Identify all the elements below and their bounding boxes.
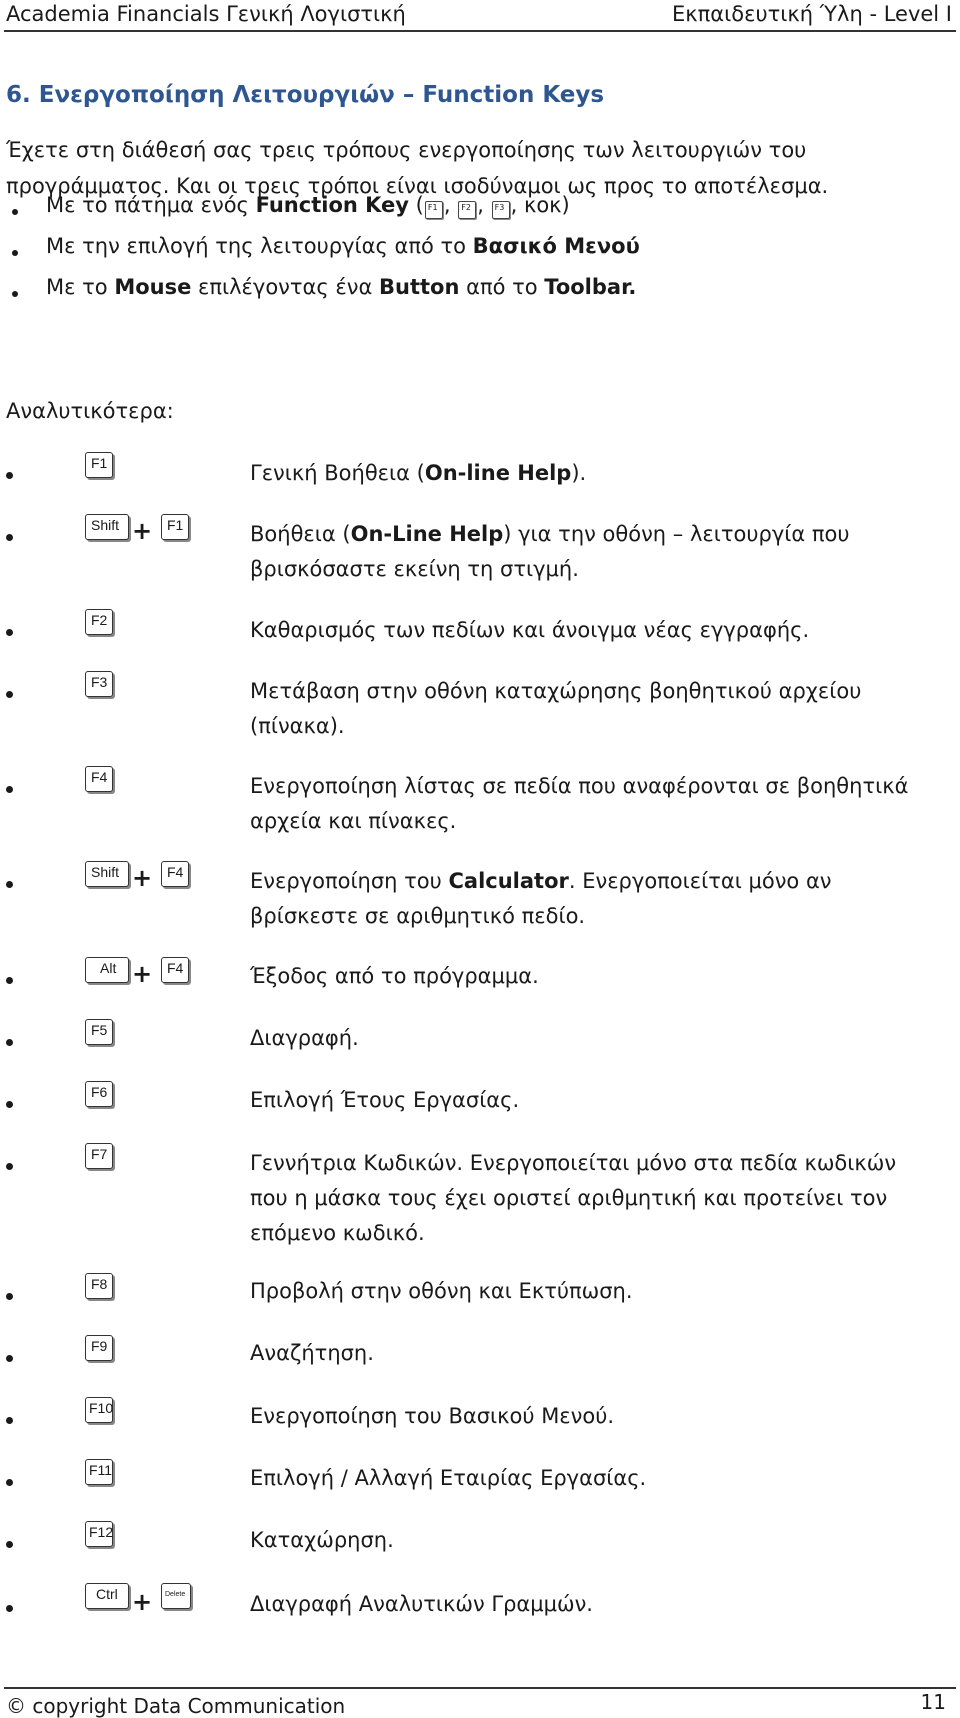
comma: , <box>477 193 484 217</box>
header-divider <box>4 30 956 32</box>
f2-key-icon: F2 <box>85 609 113 635</box>
bullet-icon <box>6 1163 13 1170</box>
method-bold: Function Key <box>255 193 409 217</box>
bullet-icon <box>6 786 13 793</box>
footer-divider <box>4 1687 956 1689</box>
f3-key-icon: F3 <box>85 671 113 697</box>
bullet-icon <box>6 1101 13 1108</box>
subheading: Αναλυτικότερα: <box>6 399 174 423</box>
f11-key-icon: F11 <box>85 1459 113 1485</box>
plus-sign: + <box>132 1588 153 1616</box>
method-text: , κοκ) <box>510 193 570 217</box>
key-description: Καταχώρηση. <box>250 1528 394 1552</box>
shift-key-icon: Shift <box>85 514 129 540</box>
method-function-key <box>46 193 570 219</box>
desc-bold: On-Line Help <box>350 522 504 546</box>
method-bold: Button <box>379 275 460 299</box>
key-description: Επιλογή Έτους Εργασίας. <box>250 1088 520 1112</box>
page-header <box>0 0 960 30</box>
key-description: Προβολή στην οθόνη και Εκτύπωση. <box>250 1279 633 1303</box>
header-title: Academia Financials Γενική Λογιστική <box>6 2 406 26</box>
key-description <box>250 864 930 934</box>
key-description <box>250 517 930 587</box>
bullet-icon <box>6 1417 13 1424</box>
key-description: Ενεργοποίηση του Βασικού Μενού. <box>250 1404 615 1428</box>
key-description: Διαγραφή Αναλυτικών Γραμμών. <box>250 1592 593 1616</box>
bullet-icon <box>6 534 13 541</box>
method-bold: Βασικό Μενού <box>472 234 640 258</box>
bullet-icon <box>6 1355 13 1362</box>
plus-sign: + <box>132 960 153 988</box>
intro-paragraph: Έχετε στη διάθεσή σας τρεις τρόπους ενεργοποίησης των λειτουργιών του προγράμματος. Και οι τρεις τρόποι είναι ισοδύναμοι ως προς το αποτέλεσμα. <box>6 138 829 198</box>
bullet-icon <box>6 977 13 984</box>
key-description: Καθαρισμός των πεδίων και άνοιγμα νέας εγγραφής. <box>250 618 810 642</box>
shift-key-icon: Shift <box>85 861 129 887</box>
method-mouse <box>46 275 636 299</box>
key-description: Αναζήτηση. <box>250 1341 374 1365</box>
key-description: Διαγραφή. <box>250 1026 359 1050</box>
method-text: Με το <box>46 275 115 299</box>
method-text: Με το πάτημα ενός <box>46 193 256 217</box>
comma: , <box>443 193 451 217</box>
method-text: Με την επιλογή της λειτουργίας από το <box>46 234 473 258</box>
f6-key-icon: F6 <box>85 1081 113 1107</box>
plus-sign: + <box>132 517 153 545</box>
f4-key-icon: F4 <box>161 957 189 983</box>
bullet-icon <box>6 472 13 479</box>
method-menu <box>46 234 640 258</box>
f9-key-icon: F9 <box>85 1335 113 1361</box>
desc-bold: On-line Help <box>424 461 572 485</box>
alt-key-icon: Alt <box>85 957 129 983</box>
bullet-icon <box>6 1293 13 1300</box>
desc-text: ) για την οθόνη – λειτουργία που βρισκόσαστε εκείνη τη στιγμή. <box>250 522 850 581</box>
bullet-icon <box>12 209 18 215</box>
key-description: Ενεργοποίηση λίστας σε πεδία που αναφέρονται σε βοηθητικά αρχεία και πίνακες. <box>250 774 909 833</box>
bullet-icon <box>6 629 13 636</box>
key-description: Μετάβαση στην οθόνη καταχώρησης βοηθητικού αρχείου (πίνακα). <box>250 679 862 738</box>
f3-key-icon: F3 <box>492 201 510 219</box>
bullet-icon <box>12 291 18 297</box>
header-level: Εκπαιδευτική Ύλη - Level I <box>672 2 952 26</box>
bullet-icon <box>6 691 13 698</box>
bullet-icon <box>6 1541 13 1548</box>
key-description: Έξοδος από το πρόγραμμα. <box>250 964 539 988</box>
key-description: Γεννήτρια Κωδικών. Ενεργοποιείται μόνο στα πεδία κωδικών που η μάσκα τους έχει οριστεί αριθμητική και προτείνει τον επόμενο κωδικό. <box>250 1151 897 1245</box>
plus-sign: + <box>132 864 153 892</box>
page-number: 11 <box>920 1690 946 1714</box>
ctrl-key-icon: Ctrl <box>85 1583 129 1609</box>
bullet-icon <box>6 1039 13 1046</box>
method-bold: Toolbar. <box>544 275 637 299</box>
f2-key-icon: F2 <box>458 201 476 219</box>
desc-text: . Ενεργοποιείται μόνο αν βρίσκεστε σε αριθμητικό πεδίο. <box>250 869 832 928</box>
f12-key-icon: F12 <box>85 1521 113 1547</box>
f1-key-icon: F1 <box>161 514 189 540</box>
bullet-icon <box>12 250 18 256</box>
f1-key-icon: F1 <box>85 452 113 478</box>
desc-text: Ενεργοποίηση του <box>250 869 449 893</box>
f10-key-icon: F10 <box>85 1397 113 1423</box>
method-text: από το <box>459 275 545 299</box>
f8-key-icon: F8 <box>85 1273 113 1299</box>
f1-key-icon: F1 <box>425 201 443 219</box>
f4-key-icon: F4 <box>161 861 189 887</box>
desc-text: Γενική Βοήθεια ( <box>250 461 425 485</box>
footer-copyright: © copyright Data Communication <box>6 1694 346 1718</box>
key-description: Επιλογή / Αλλαγή Εταιρίας Εργασίας. <box>250 1466 647 1490</box>
f7-key-icon: F7 <box>85 1143 113 1169</box>
bullet-icon <box>6 881 13 888</box>
method-bold: Mouse <box>114 275 192 299</box>
bullet-icon <box>6 1479 13 1486</box>
f4-key-icon: F4 <box>85 766 113 792</box>
bullet-icon <box>6 1605 13 1612</box>
desc-bold: Calculator <box>448 869 569 893</box>
delete-key-icon: Delete <box>161 1583 191 1609</box>
desc-text: ). <box>571 461 587 485</box>
key-description <box>250 456 930 491</box>
section-heading: 6. Ενεργοποίηση Λειτουργιών – Function Keys <box>6 82 605 108</box>
f5-key-icon: F5 <box>85 1019 113 1045</box>
desc-text: Βοήθεια ( <box>250 522 351 546</box>
method-text: επιλέγοντας ένα <box>191 275 379 299</box>
method-text: ( <box>408 193 424 217</box>
